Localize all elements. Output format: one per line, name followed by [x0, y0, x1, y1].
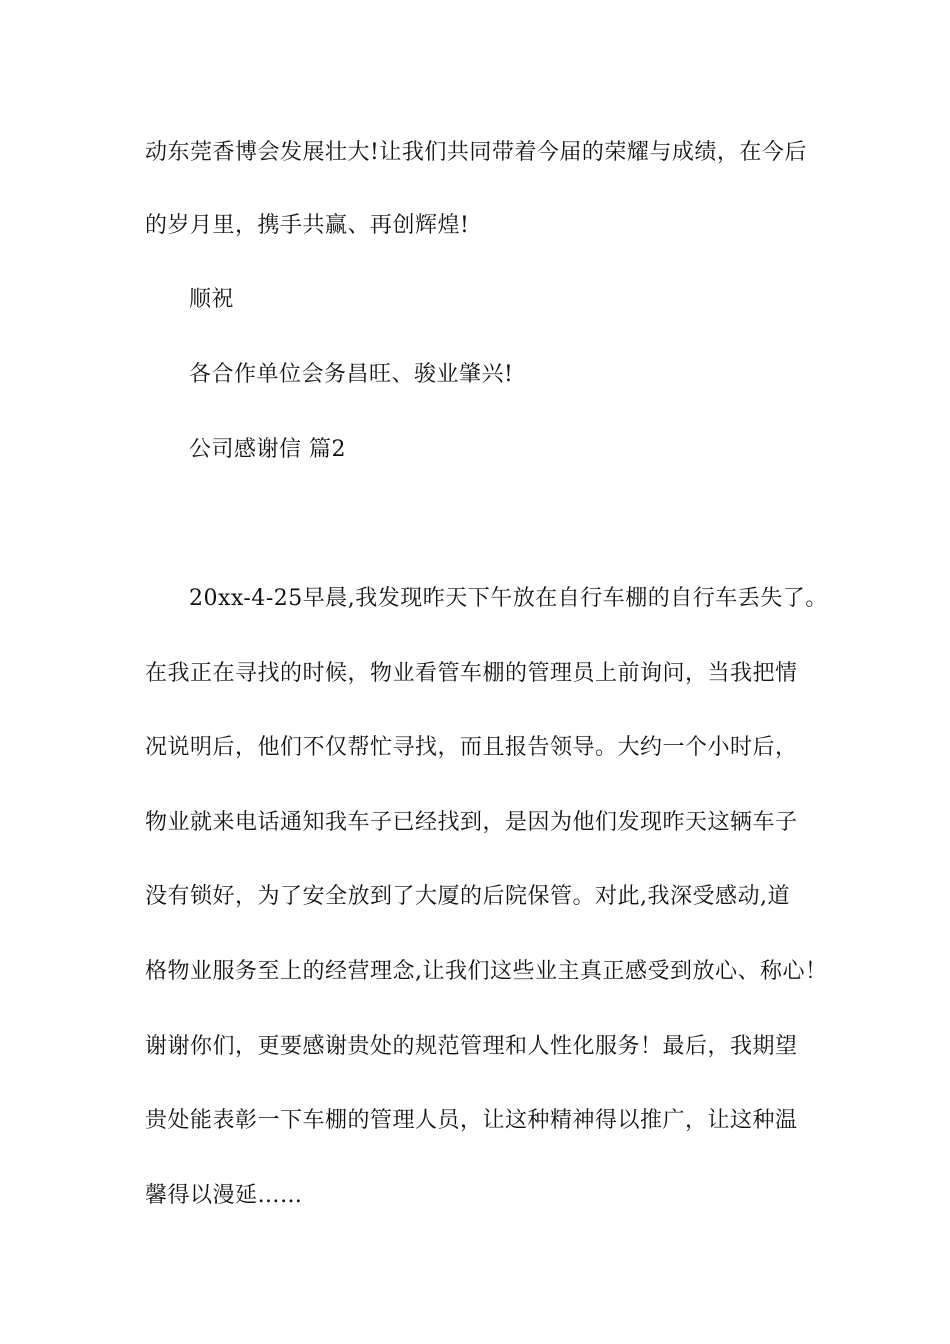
paragraph-line: 在我正在寻找的时候，物业看管车棚的管理员上前询问，当我把情 — [145, 661, 798, 686]
section-heading: 公司感谢信 篇2 — [189, 437, 346, 462]
closing-wish: 各合作单位会务昌旺、骏业肇兴! — [189, 362, 514, 387]
paragraph-line: 谢谢你们，更要感谢贵处的规范管理和人性化服务！最后，我期望 — [145, 1034, 798, 1059]
paragraph-line: 物业就来电话通知我车子已经找到，是因为他们发现昨天这辆车子 — [145, 810, 798, 835]
paragraph-line: 20xx-4-25早晨,我发现昨天下午放在自行车棚的自行车丢失了。 — [189, 586, 828, 611]
paragraph-line: 格物业服务至上的经营理念,让我们这些业主真正感受到放心、称心！ — [145, 959, 828, 984]
paragraph-line: 馨得以漫延…… — [145, 1183, 303, 1208]
paragraph-line: 的岁月里，携手共赢、再创辉煌! — [145, 213, 470, 238]
paragraph-line: 没有锁好，为了安全放到了大厦的后院保管。对此,我深受感动,道 — [145, 884, 790, 909]
closing-salutation: 顺祝 — [189, 287, 235, 312]
paragraph-line: 况说明后，他们不仅帮忙寻找，而且报告领导。大约一个小时后， — [145, 735, 798, 760]
paragraph-line: 动东莞香博会发展壮大!让我们共同带着今届的荣耀与成绩，在今后 — [145, 140, 807, 165]
paragraph-line: 贵处能表彰一下车棚的管理人员，让这种精神得以推广，让这种温 — [145, 1108, 798, 1133]
